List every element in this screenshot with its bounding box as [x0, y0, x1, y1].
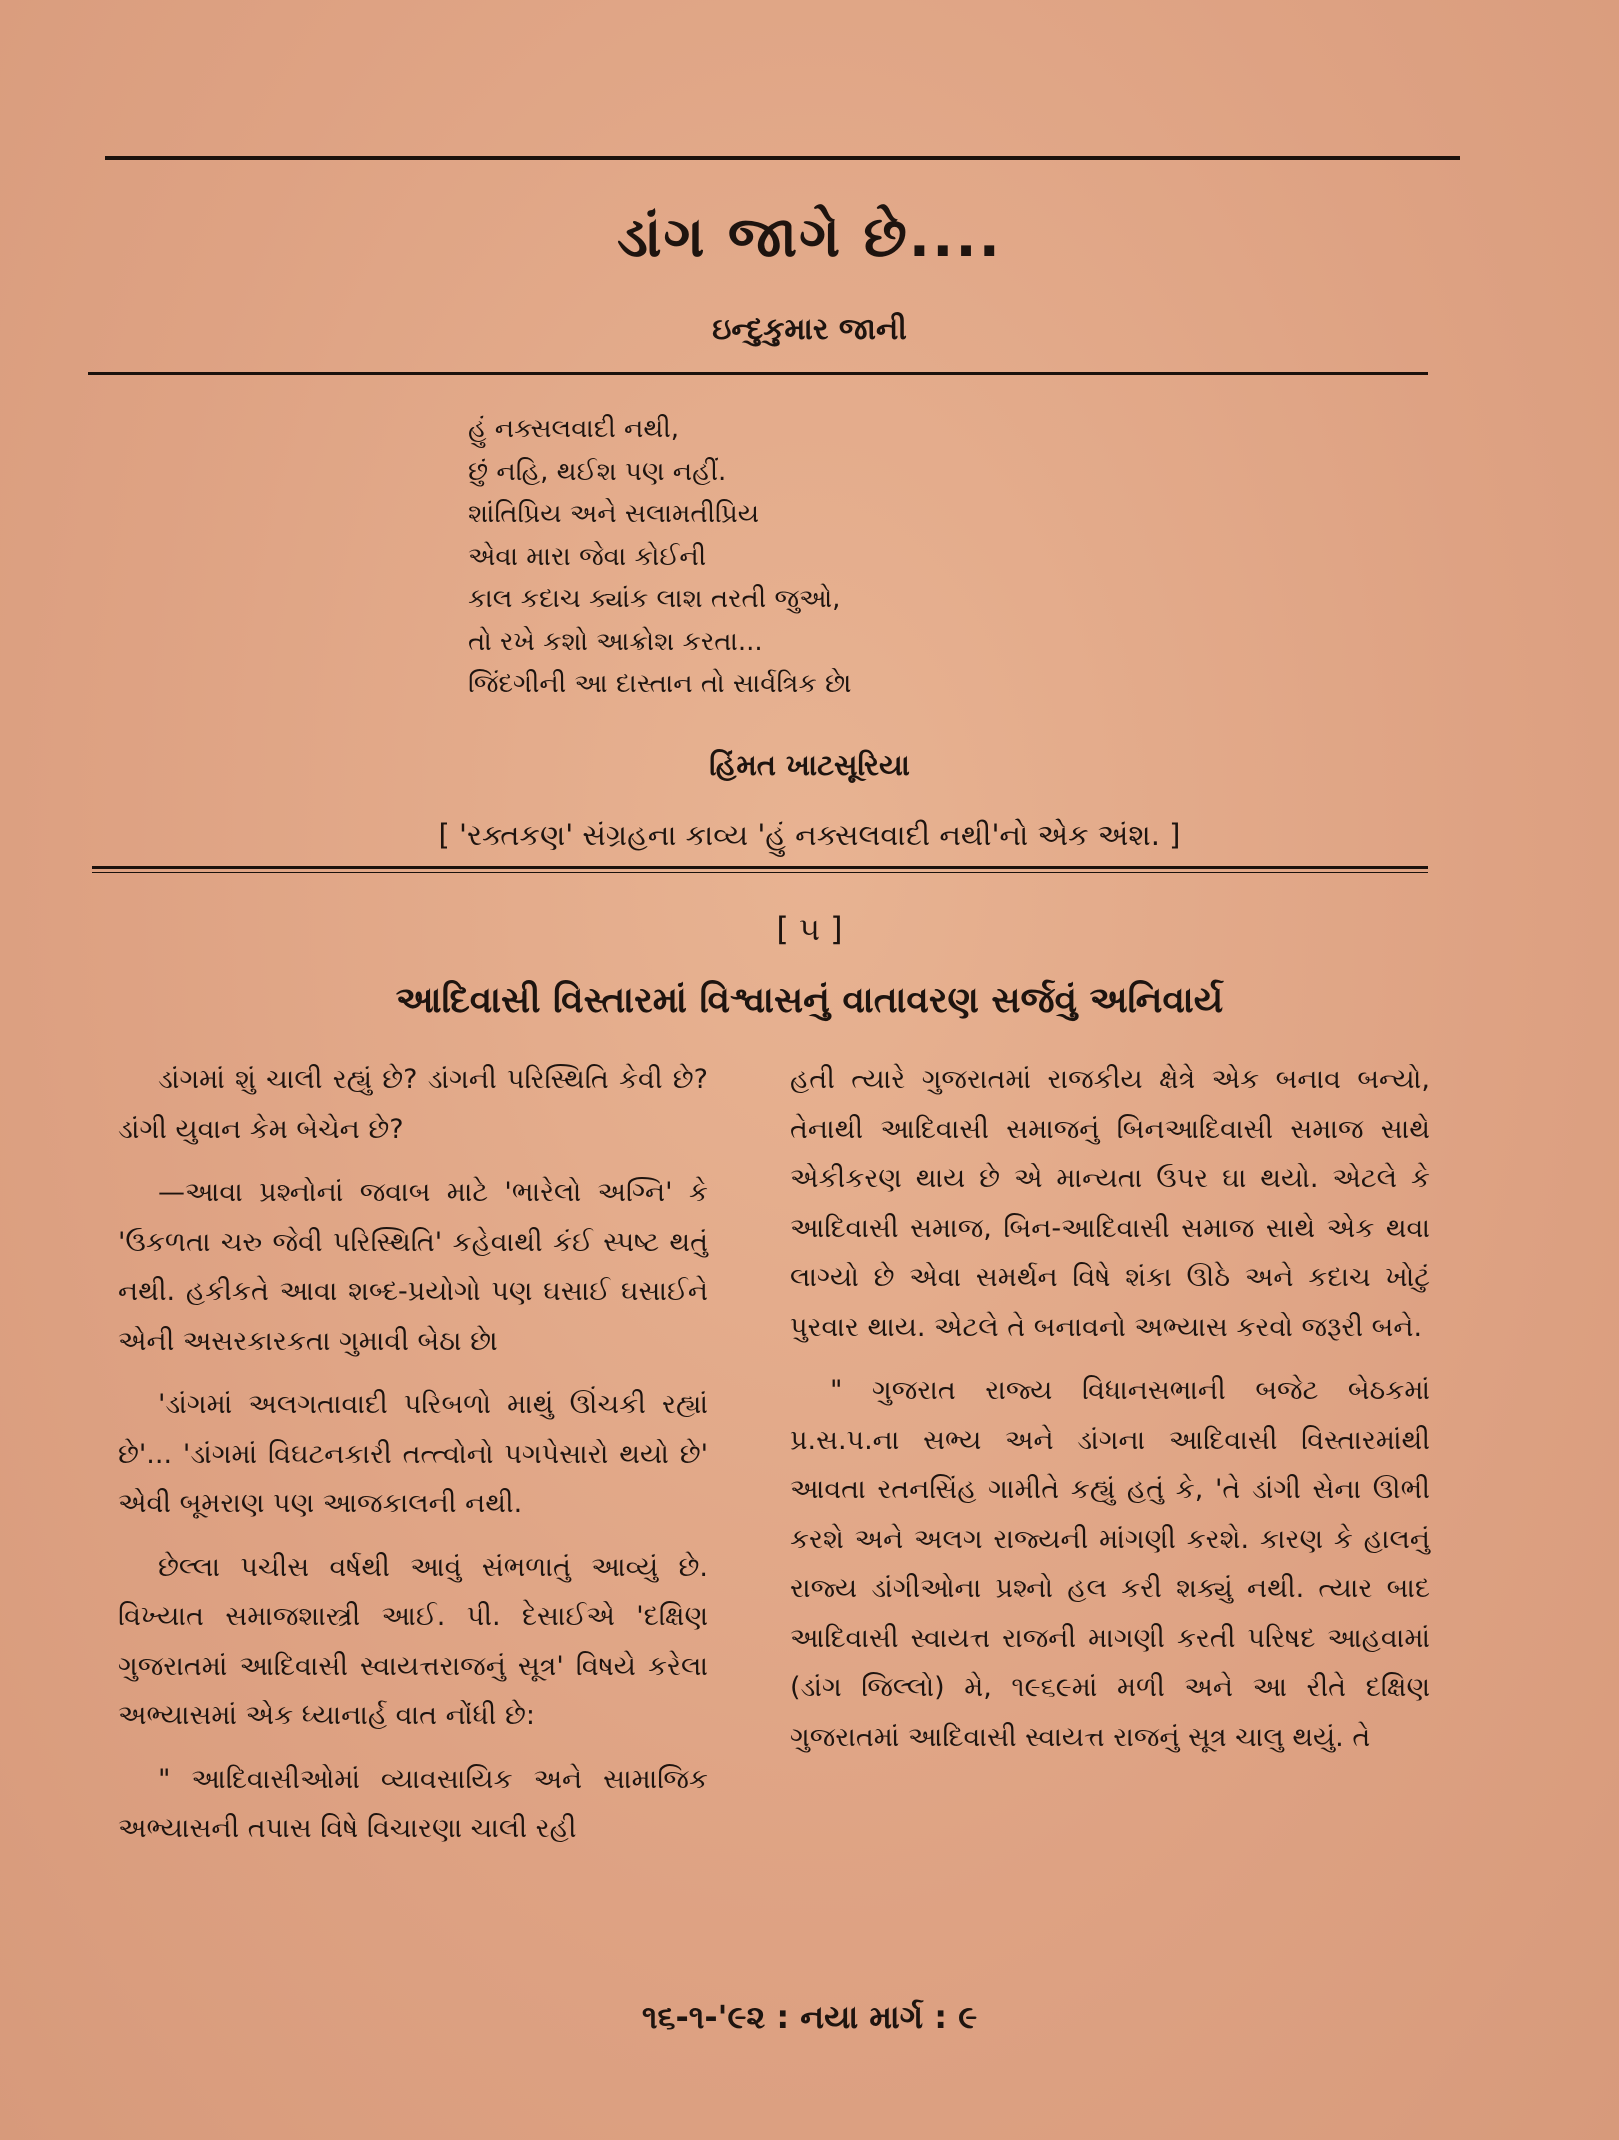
page-footer: ૧૬-૧-'૯૨ : નયા માર્ગ : ૯ [641, 1998, 978, 2036]
poem-line: જિંદગીની આ દાસ્તાન તો સાર્વત્રિક છે। [468, 669, 853, 699]
poem-line: હું નક્સલવાદી નથી, [468, 414, 680, 444]
poem-line: શાંતિપ્રિય અને સલામતીપ્રિય [468, 499, 760, 529]
poem-line: કાલ કદાચ ક્યાંક લાશ તરતી જુઓ, [468, 584, 841, 614]
poet-name: હિંમત ખાટસૂરિયા [709, 748, 910, 782]
paragraph: હતી ત્યારે ગુજરાતમાં રાજકીય ક્ષેત્રે એક બનાવ બન્યો, તેનાથી આદિવાસી સમાજનું બિનઆદિવાસી સમાજ સાથે એકીકરણ થાય છે એ માન્યતા ઉપર ઘા થયો. એટલે કે આદિવાસી સમાજ, બિન-આદિવાસી સમાજ સાથે એક થવા લાગ્યો છે એવા સમર્થન વિષે શંકા ઊઠે અને કદાચ ખોટું પુરવાર થાય. એટલે તે બનાવનો અભ્યાસ કરવો જરૂરી બને. [790, 1064, 1430, 1343]
article-author: ઇન્દુકુમાર જાની [712, 312, 907, 347]
poem-line: એવા મારા જેવા કોઈની [468, 541, 707, 572]
poem-line: છું નહિ, થઈશ પણ નહીં. [468, 456, 727, 487]
section-heading: આદિવાસી વિસ્તારમાં વિશ્વાસનું વાતાવરણ સર્જવું અનિવાર્ય [395, 980, 1224, 1021]
section-number: [ ૫ ] [776, 910, 843, 948]
paragraph: " ગુજરાત રાજ્ય વિધાનસભાની બજેટ બેઠકમાં પ્ર.સ.પ.ના સભ્ય અને ડાંગના આદિવાસી વિસ્તારમાંથી આવતા રતનસિંહ ગામીતે કહ્યું હતું કે, 'તે ડાંગી સેના ઊભી કરશે અને અલગ રાજ્યની માંગણી કરશે. કારણ કે હાલનું રાજ્ય ડાંગીઓના પ્રશ્નો હલ કરી શક્યું નથી. ત્યાર બાદ આદિવાસી સ્વાયત્ત રાજની માગણી કરતી પરિષદ આહવામાં (ડાંગ જિલ્લો) મે, ૧૯૬૯માં મળી અને આ રીતે દક્ષિણ ગુજરાતમાં આદિવાસી સ્વાયત્ત રાજનું સૂત્ર ચાલુ થયું. તે [790, 1375, 1430, 1753]
poem-bottom-rule [92, 866, 1428, 869]
paragraph: ડાંગમાં શું ચાલી રહ્યું છે? ડાંગની પરિસ્થિતિ કેવી છે? ડાંગી યુવાન કેમ બેચેન છે? [118, 1064, 708, 1145]
top-rule [105, 156, 1460, 160]
paragraph: છેલ્લા પચીસ વર્ષથી આવું સંભળાતું આવ્યું છે. વિખ્યાત સમાજશાસ્ત્રી આઈ. પી. દેસાઈએ 'દક્ષિણ ગુજરાતમાં આદિવાસી સ્વાયત્તરાજનું સૂત્ર' વિષયે કરેલા અભ્યાસમાં એક ધ્યાનાર્હ વાત નોંધી છે: [118, 1551, 708, 1731]
paragraph: 'ડાંગમાં અલગતાવાદી પરિબળો માથું ઊંચકી રહ્યાં છે'... 'ડાંગમાં વિઘટનકારી તત્ત્વોનો પગપેસારો થયો છે' એવી બૂમરાણ પણ આજકાલની નથી. [118, 1389, 708, 1519]
title-underline-rule [88, 372, 1428, 375]
right-column [790, 1055, 1430, 1776]
poem-bottom-rule-thin [92, 872, 1428, 873]
paragraph: —આવા પ્રશ્નોનાં જવાબ માટે 'ભારેલો અગ્નિ' કે 'ઉકળતા ચરુ જેવી પરિસ્થિતિ' કહેવાથી કંઈ સ્પષ્ટ થતું નથી. હકીકતે આવા શબ્દ-પ્રયોગો પણ ઘસાઈ ઘસાઈને એની અસરકારકતા ગુમાવી બેઠા છે। [118, 1177, 708, 1357]
poem-excerpt [468, 408, 852, 706]
left-column [118, 1055, 708, 1868]
poem-line: તો રખે કશો આક્રોશ કરતા... [468, 626, 763, 657]
paragraph: " આદિવાસીઓમાં વ્યાવસાયિક અને સામાજિક અભ્યાસની તપાસ વિષે વિચારણા ચાલી રહી [118, 1763, 708, 1844]
poem-source: [ 'રક્તકણ' સંગ્રહના કાવ્ય 'હું નક્સલવાદી નથી'નો એક અંશ. ] [438, 818, 1181, 852]
article-title: ડાંગ જાગે છે.... [617, 205, 1002, 270]
